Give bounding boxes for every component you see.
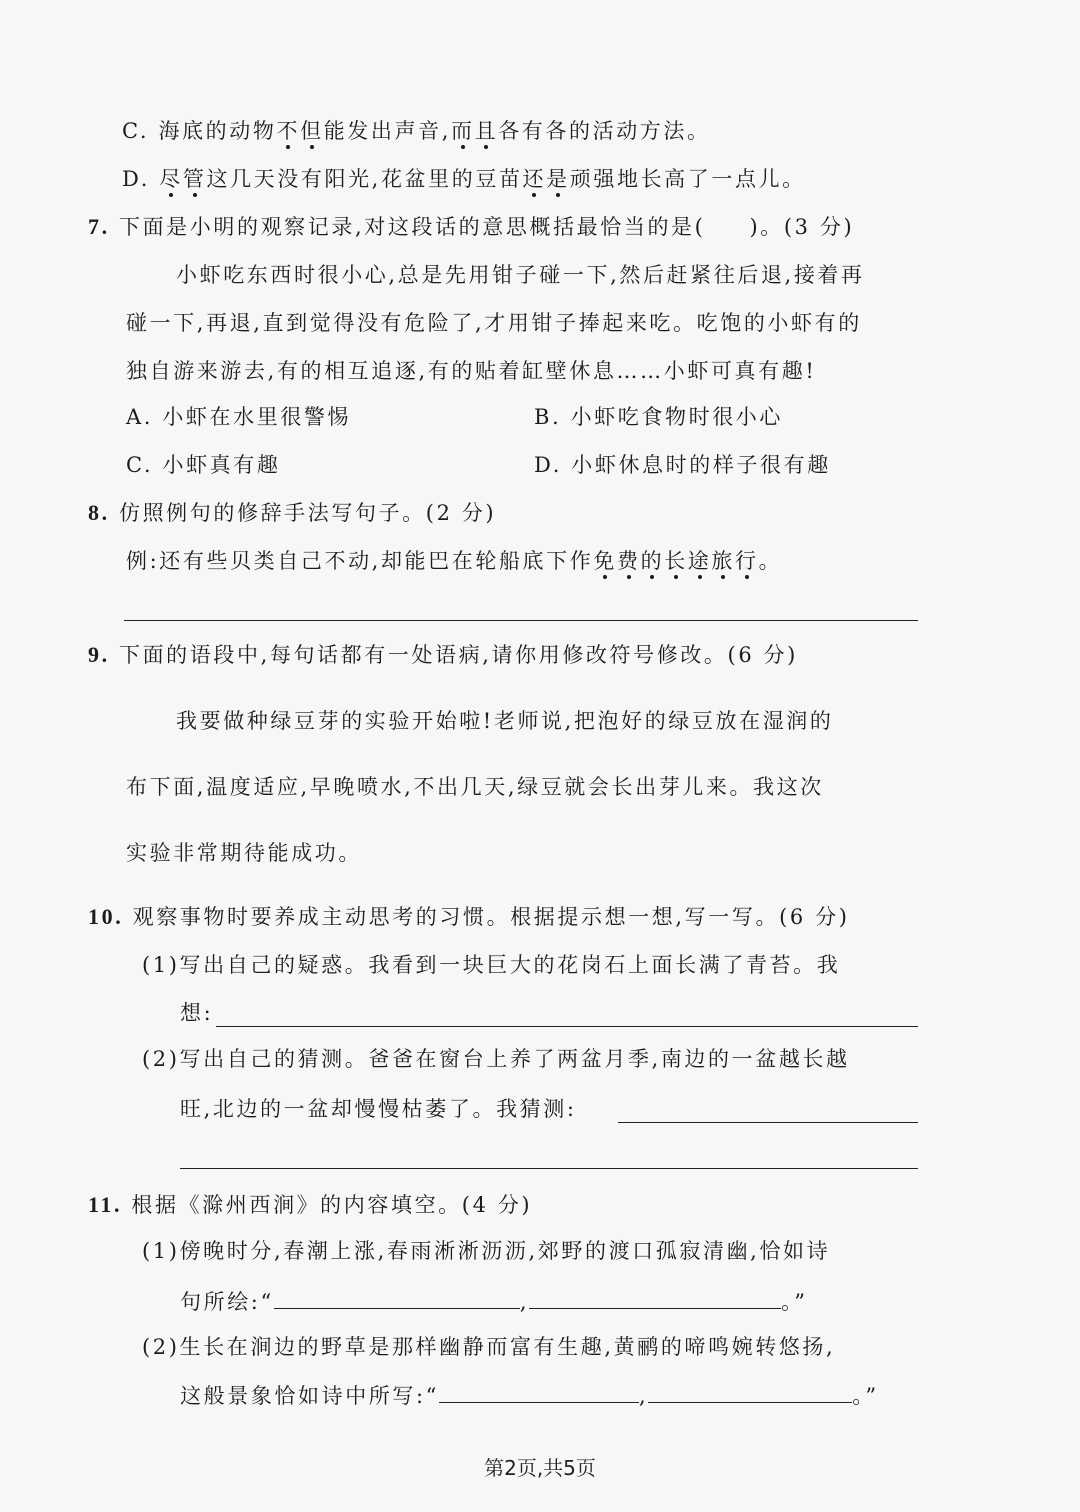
q8-answer-line[interactable] (124, 620, 918, 621)
q7-para-line-3: 独自游来游去,有的相互追逐,有的贴着缸壁休息……小虾可真有趣! (126, 359, 817, 383)
option-label: D. (122, 167, 150, 191)
option-label: D. (534, 453, 562, 477)
q9-para-line-1: 我要做种绿豆芽的实验开始啦!老师说,把泡好的绿豆放在湿润的 (176, 709, 834, 733)
q7-para-line-1: 小虾吃东西时很小心,总是先用钳子碰一下,然后赶紧往后退,接着再 (176, 263, 865, 287)
question-number: 11. (88, 1192, 123, 1217)
q7-option-b[interactable]: B. 小虾吃食物时很小心 (534, 405, 783, 429)
page-footer: 第2页,共5页 (484, 1456, 596, 1480)
q10-stem: 10. 观察事物时要养成主动思考的习惯。根据提示想一想,写一写。(6 分) (88, 904, 850, 929)
option-label: C. (126, 453, 154, 477)
q7-para-line-2: 碰一下,再退,直到觉得没有危险了,才用钳子捧起来吃。吃饱的小虾有的 (126, 311, 862, 335)
option-label: A. (126, 405, 154, 429)
q8-example: 例:还有些贝类自己不动,却能巴在轮船底下作免费的长途旅行。 (126, 549, 783, 573)
q11-part2-blank-1[interactable] (439, 1380, 639, 1403)
q10-part2-answer-line-2[interactable] (180, 1168, 918, 1169)
q11-part2-line2: 这般景象恰如诗中所写:“ , 。” (180, 1380, 879, 1411)
question-number: 9. (88, 642, 110, 667)
q6-option-c: C. 海底的动物不但能发出声音,而且各有各的活动方法。 (122, 119, 711, 143)
q10-part2-line1: (2)写出自己的猜测。爸爸在窗台上养了两盆月季,南边的一盆越长越 (142, 1047, 850, 1071)
q10-part1-line2: 想: (180, 1001, 214, 1025)
q10-part2-answer-line-1[interactable] (618, 1122, 918, 1123)
q7-option-d[interactable]: D. 小虾休息时的样子很有趣 (534, 453, 831, 477)
q11-part2-blank-2[interactable] (648, 1380, 852, 1403)
q9-para-line-2: 布下面,温度适应,早晚喷水,不出几天,绿豆就会长出芽儿来。我这次 (126, 775, 824, 799)
q10-part2-line2: 旺,北边的一盆却慢慢枯萎了。我猜测: (180, 1097, 577, 1121)
question-number: 10. (88, 904, 124, 929)
q11-part1-blank-2[interactable] (529, 1286, 781, 1309)
q7-option-c[interactable]: C. 小虾真有趣 (126, 453, 281, 477)
q11-part1-line2: 句所绘:“ , 。” (180, 1286, 808, 1317)
question-number: 8. (88, 500, 110, 525)
q11-stem: 11. 根据《滁州西涧》的内容填空。(4 分) (88, 1192, 533, 1217)
question-number: 7. (88, 214, 110, 239)
q10-part1-answer-line[interactable] (216, 1026, 918, 1027)
q11-part2-line1: (2)生长在涧边的野草是那样幽静而富有生趣,黄鹂的啼鸣婉转悠扬, (142, 1335, 836, 1359)
q9-para-line-3: 实验非常期待能成功。 (126, 841, 362, 865)
q10-part1-line1: (1)写出自己的疑惑。我看到一块巨大的花岗石上面长满了青苔。我 (142, 953, 841, 977)
q9-stem: 9. 下面的语段中,每句话都有一处语病,请你用修改符号修改。(6 分) (88, 642, 798, 667)
q7-option-a[interactable]: A. 小虾在水里很警惕 (126, 405, 352, 429)
q6-option-d: D. 尽管这几天没有阳光,花盆里的豆苗还是顽强地长高了一点儿。 (122, 167, 806, 191)
q11-part1-line1: (1)傍晚时分,春潮上涨,春雨淅淅沥沥,郊野的渡口孤寂清幽,恰如诗 (142, 1239, 831, 1263)
q8-stem: 8. 仿照例句的修辞手法写句子。(2 分) (88, 500, 497, 525)
option-label: B. (534, 405, 562, 429)
q11-part1-blank-1[interactable] (274, 1286, 520, 1309)
option-label: C. (122, 119, 150, 143)
q7-stem: 7. 下面是小明的观察记录,对这段话的意思概括最恰当的是( )。(3 分) (88, 214, 855, 239)
